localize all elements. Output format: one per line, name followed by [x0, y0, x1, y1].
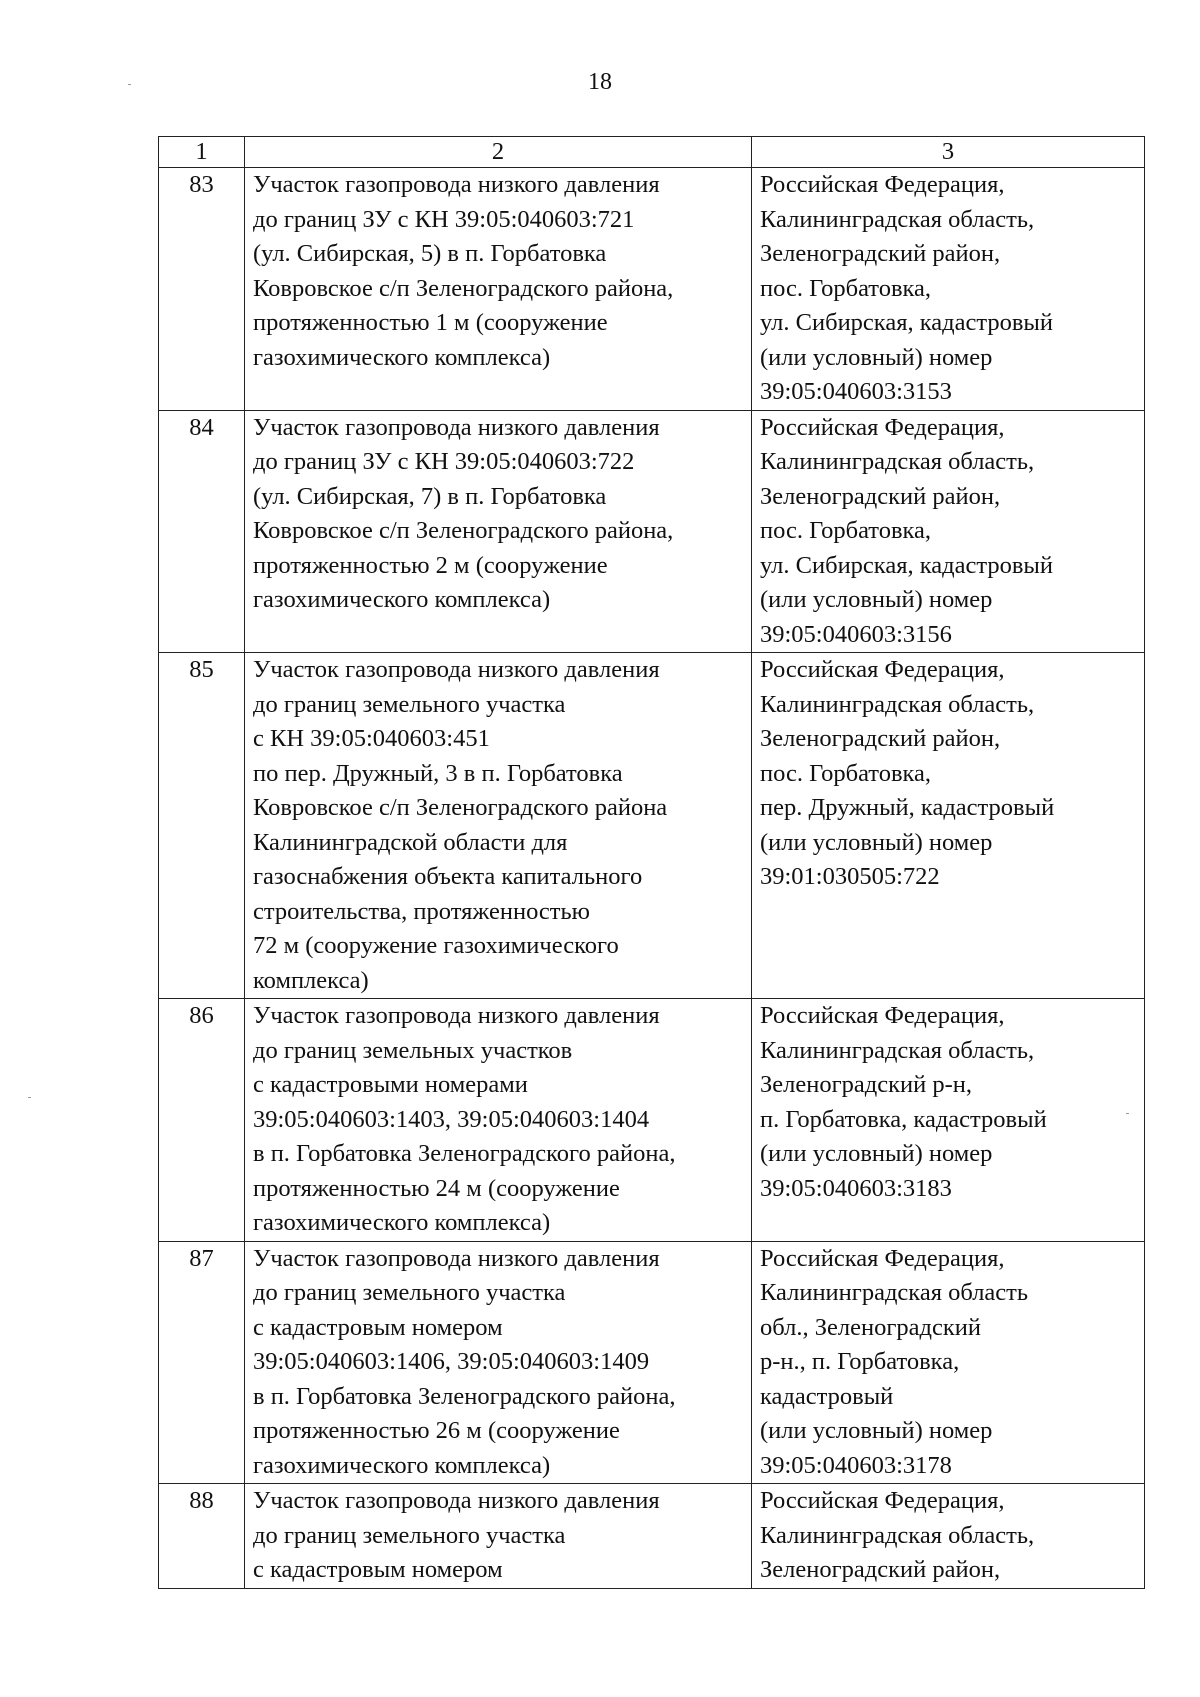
header-col-number: 1 [159, 137, 245, 168]
row-address: Российская Федерация, Калининградская область обл., Зеленоградский р-н., п. Горбатовка, кадастровый (или условный) номер 39:05:040603:3178 [752, 1241, 1145, 1484]
row-description: Участок газопровода низкого давления до границ земельного участка с кадастровым номером [245, 1484, 752, 1589]
table-header [159, 137, 1145, 168]
row-address: Российская Федерация, Калининградская область, Зеленоградский р-н, п. Горбатовка, кадастровый (или условный) номер 39:05:040603:3183 [752, 999, 1145, 1242]
row-address: Российская Федерация, Калининградская область, Зеленоградский район, пос. Горбатовка, ул. Сибирская, кадастровый (или условный) номер 39:05:040603:3153 [752, 168, 1145, 411]
row-description: Участок газопровода низкого давления до границ земельного участка с КН 39:05:040603:451 по пер. Дружный, 3 в п. Горбатовка Ковровское с/п Зеленоградского района Калининградской области для газоснабжения объекта капитального строительства, протяженностью 72 м (сооружение газохимического комплекса) [245, 653, 752, 999]
table-row [159, 653, 1145, 999]
header-col-description: 2 [245, 137, 752, 168]
header-row [159, 137, 1145, 168]
row-number: 85 [159, 653, 245, 999]
row-number: 84 [159, 410, 245, 653]
table-body [159, 168, 1145, 1589]
row-description: Участок газопровода низкого давления до границ земельного участка с кадастровым номером 39:05:040603:1406, 39:05:040603:1409 в п. Горбатовка Зеленоградского района, протяженностью 26 м (сооружение газохимического комплекса) [245, 1241, 752, 1484]
table-row [159, 168, 1145, 411]
table-row [159, 410, 1145, 653]
row-number: 83 [159, 168, 245, 411]
row-number: 86 [159, 999, 245, 1242]
row-number: 88 [159, 1484, 245, 1589]
table-row [159, 1241, 1145, 1484]
scan-artifact [28, 1097, 31, 1098]
row-address: Российская Федерация, Калининградская область, Зеленоградский район, пос. Горбатовка, ул. Сибирская, кадастровый (или условный) номер 39:05:040603:3156 [752, 410, 1145, 653]
row-address: Российская Федерация, Калининградская область, Зеленоградский район, [752, 1484, 1145, 1589]
page-number: 18 [588, 69, 612, 95]
table-row [159, 1484, 1145, 1589]
row-description: Участок газопровода низкого давления до границ земельных участков с кадастровыми номерами 39:05:040603:1403, 39:05:040603:1404 в п. Горбатовка Зеленоградского района, протяженностью 24 м (сооружение газохимического комплекса) [245, 999, 752, 1242]
header-col-address: 3 [752, 137, 1145, 168]
scan-artifact [128, 84, 131, 85]
row-description: Участок газопровода низкого давления до границ ЗУ с КН 39:05:040603:722 (ул. Сибирская, 7) в п. Горбатовка Ковровское с/п Зеленоградского района, протяженностью 2 м (сооружение газохимического комплекса) [245, 410, 752, 653]
row-description: Участок газопровода низкого давления до границ ЗУ с КН 39:05:040603:721 (ул. Сибирская, 5) в п. Горбатовка Ковровское с/п Зеленоградского района, протяженностью 1 м (сооружение газохимического комплекса) [245, 168, 752, 411]
registry-table [158, 136, 1145, 1589]
scan-artifact [1126, 1113, 1129, 1114]
table-row [159, 999, 1145, 1242]
row-number: 87 [159, 1241, 245, 1484]
row-address: Российская Федерация, Калининградская область, Зеленоградский район, пос. Горбатовка, пер. Дружный, кадастровый (или условный) номер 39:01:030505:722 [752, 653, 1145, 999]
